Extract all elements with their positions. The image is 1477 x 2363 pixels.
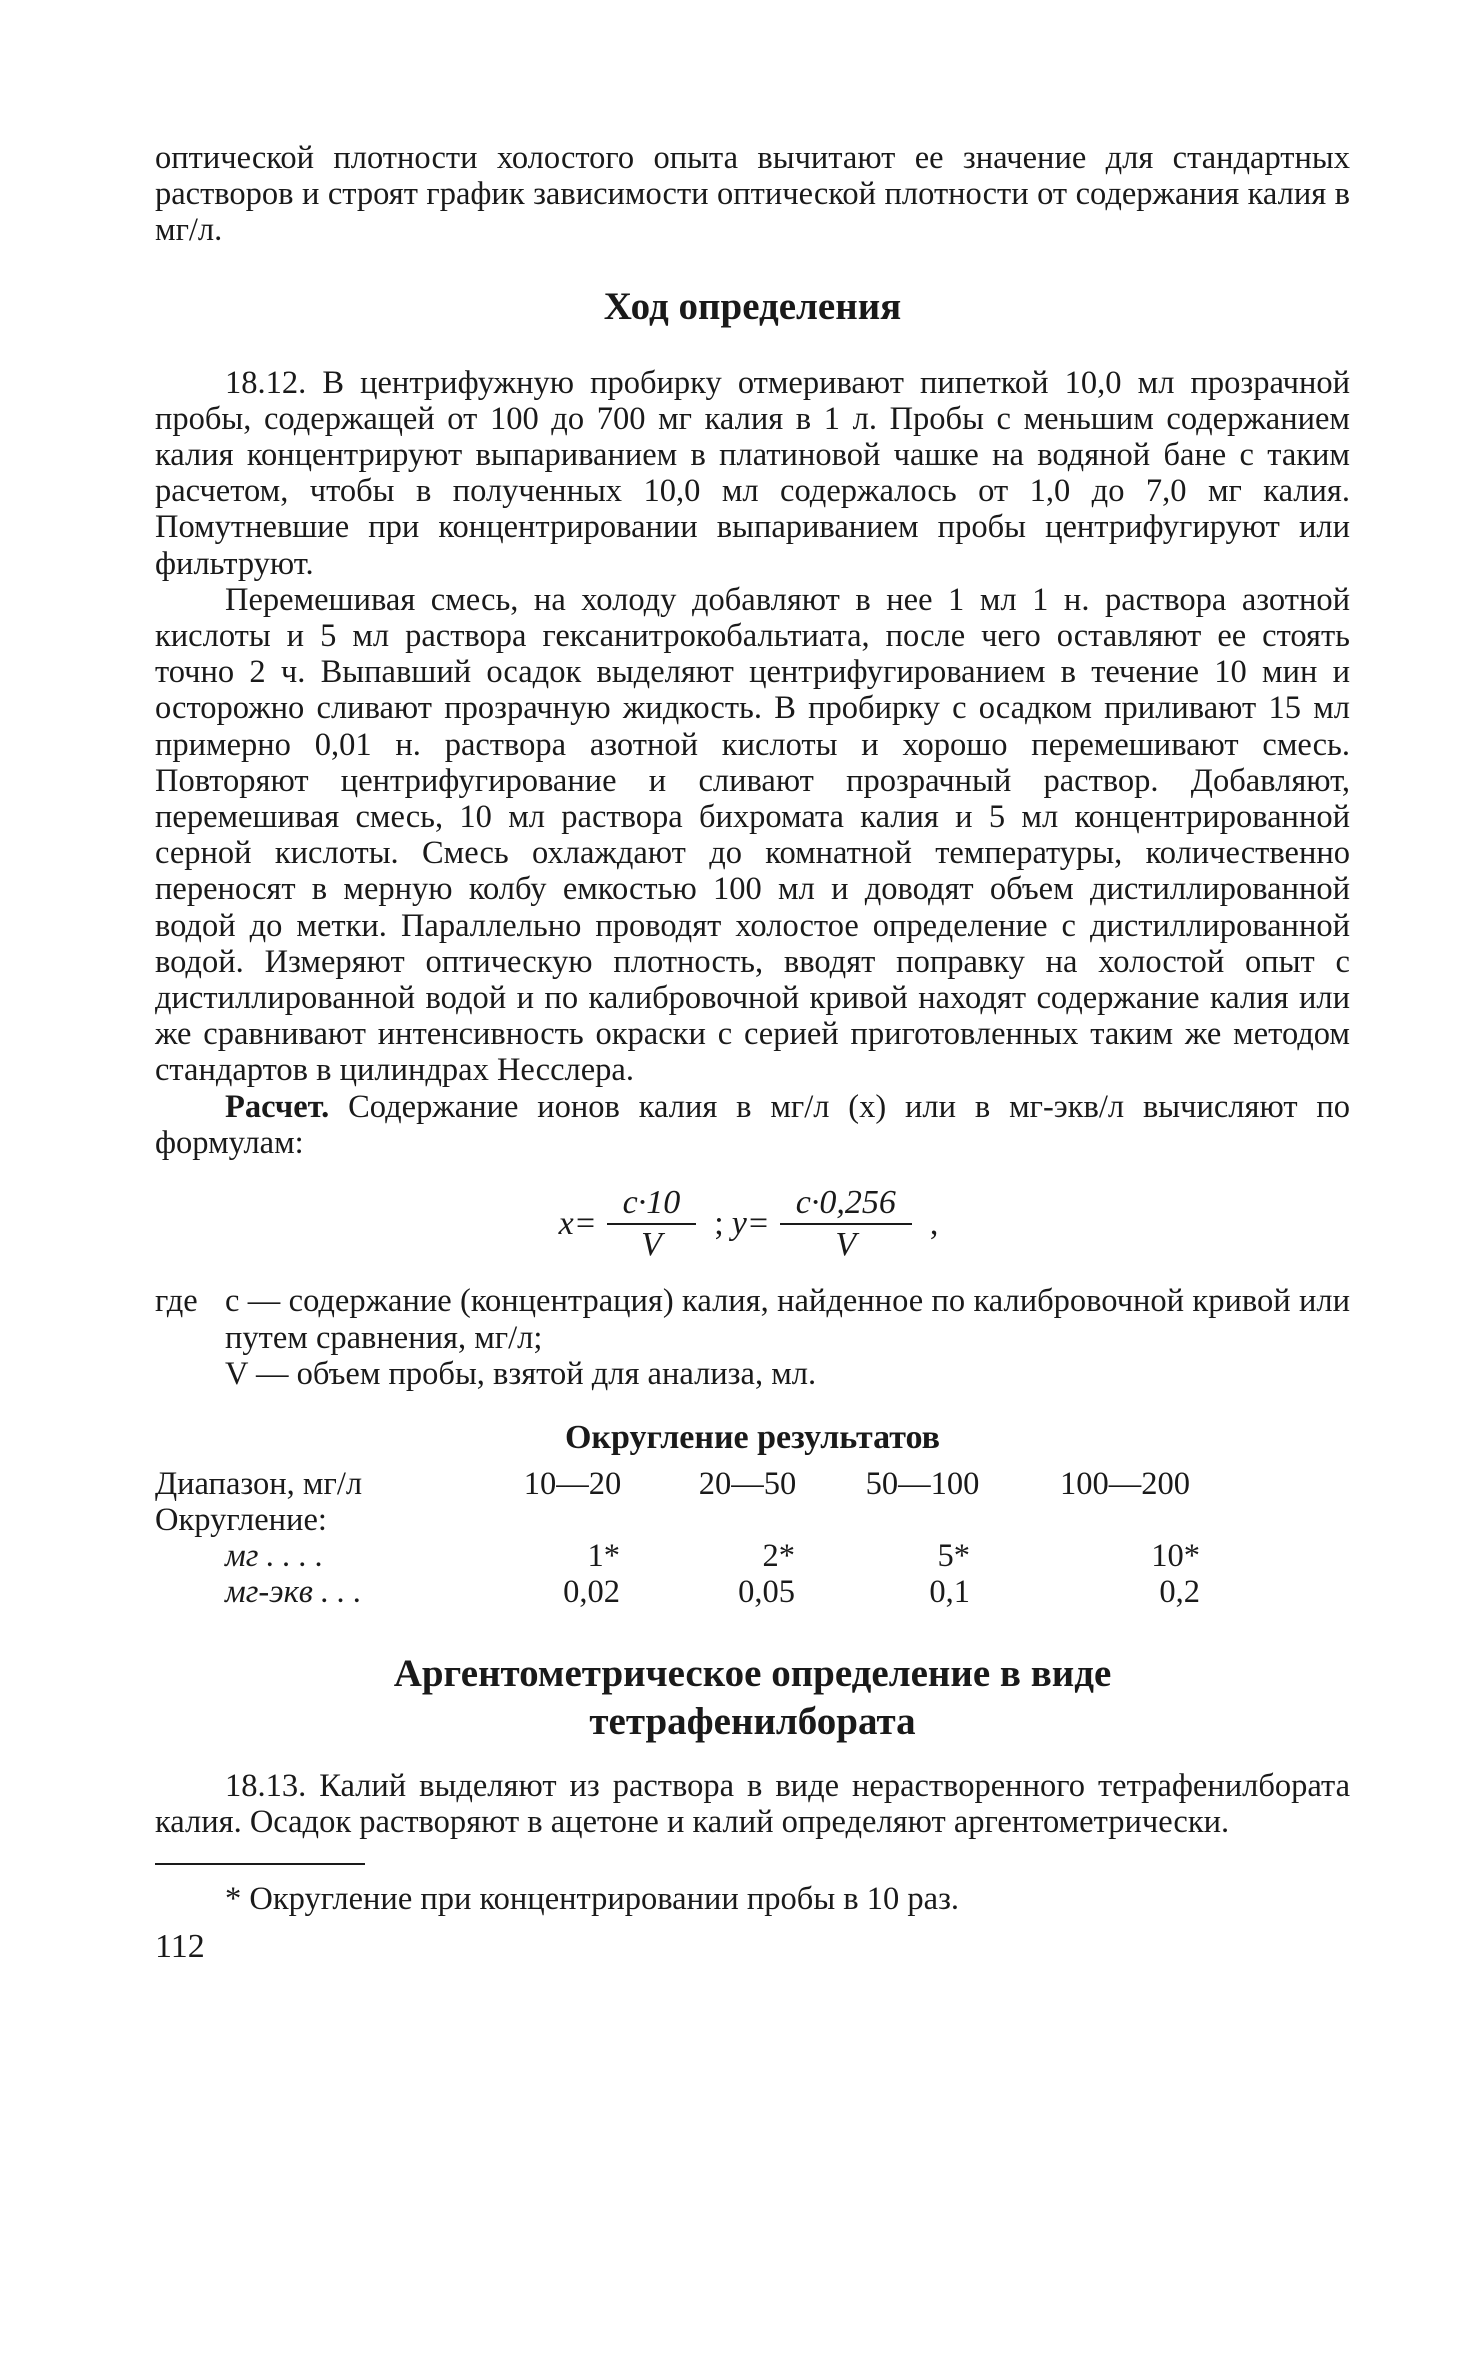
formula-separator: ; <box>714 1205 724 1243</box>
formula-x-fraction <box>607 1185 697 1263</box>
paragraph-18-12: 18.12. В центрифужную пробирку отмеривают пипеткой 10,0 мл прозрачной пробы, содержащей от 100 до 700 мг калия в 1 л. Пробы с меньшим содержанием калия концентрируют выпариванием в платиновой чашке на водяной бане с таким расчетом, чтобы в полученных 10,0 мл содержалось от 1,0 до 7,0 мг калия. Помутневшие при концентрировании выпариванием пробы центрифугируют или фильтруют. <box>155 364 1350 582</box>
formula-x-lhs: x= <box>558 1205 597 1243</box>
formula-x-numerator: c·10 <box>607 1185 697 1225</box>
mg-cell: 5* <box>937 1538 970 1575</box>
formula-block <box>155 1185 1350 1263</box>
formula-y-lhs: y= <box>731 1205 770 1243</box>
section-title-line-2: тетрафенилбората <box>589 1700 916 1744</box>
table-row <box>155 1502 1350 1538</box>
paragraph-mixing: Перемешивая смесь, на холоду добавляют в нее 1 мл 1 н. раствора азотной кислоты и 5 мл раствора гексанитрокобальтиата, после чего оставляют ее стоять точно 2 ч. Выпавший осадок выделяют центрифугированием в течение 10 мин и осторожно сливают прозрачную жидкость. В пробирку с осадком приливают 15 мл примерно 0,01 н. раствора азотной кислоты и хорошо перемешивают смесь. Повторяют центрифугирование и сливают прозрачный раствор. Добавляют, перемешивая смесь, 10 мл раствора бихромата калия и 5 мл концентрированной серной кислоты. Смесь охлаждают до комнатной температуры, количественно переносят в мерную колбу емкостью 100 мл и доводят объем дистиллированной водой до метки. Параллельно проводят холостое определение с дистиллированной водой. Измеряют оптическую плотность, вводят поправку на холостой опыт с дистиллированной водой и по калибровочной кривой находят содержание калия или же сравнивают интенсивность окраски с серией приготовленных таким же методом стандартов в цилиндрах Несслера. <box>155 581 1350 1089</box>
footnote: * Округление при концентрировании пробы в 10 раз. <box>225 1880 960 1917</box>
page-content <box>155 140 1350 1965</box>
range-cell: 100—200 <box>1060 1466 1190 1503</box>
rounding-title: Округление результатов <box>564 1419 940 1457</box>
range-cell: 10—20 <box>523 1466 622 1503</box>
section-title-procedure: Ход определения <box>603 284 902 328</box>
range-label: Диапазон, мг/л <box>155 1466 363 1503</box>
rounding-label: Округление: <box>155 1502 327 1539</box>
legend-where-label: где <box>155 1283 198 1320</box>
mgeq-label: мг-экв . . . <box>225 1574 362 1611</box>
range-cell: 20—50 <box>698 1466 797 1503</box>
range-cell: 50—100 <box>865 1466 980 1503</box>
mg-cell: 1* <box>587 1538 620 1575</box>
legend-c <box>155 1283 1350 1355</box>
section-title-line-1: Аргентометрическое определение в виде <box>393 1652 1112 1696</box>
footnote-rule <box>155 1863 365 1865</box>
rounding-table <box>155 1466 1350 1610</box>
legend-spacer <box>155 1356 225 1392</box>
page-number: 112 <box>155 1927 205 1965</box>
legend-v-text: V — объем пробы, взятой для анализа, мл. <box>225 1355 817 1392</box>
formula-y-denominator: V <box>835 1226 857 1264</box>
paragraph-18-13: 18.13. Калий выделяют из раствора в виде нерастворенного тетрафенилбората калия. Осадок растворяют в ацетоне и калий определяют аргентометрически. <box>155 1768 1350 1841</box>
section-title-argentometric <box>155 1650 1350 1746</box>
intro-paragraph: оптической плотности холостого опыта вычитают ее значение для стандартных растворов и строят график зависимости оптической плотности от содержания калия в мг/л. <box>155 140 1350 249</box>
formula-y-fraction <box>780 1185 912 1263</box>
table-row <box>155 1538 1350 1574</box>
mg-label: мг . . . . <box>225 1538 324 1575</box>
mgeq-cell: 0,2 <box>1159 1574 1200 1611</box>
formula-y-numerator: c·0,256 <box>780 1185 912 1225</box>
mgeq-cell: 0,02 <box>563 1574 620 1611</box>
mg-cell: 2* <box>762 1538 795 1575</box>
formula-end: , <box>929 1205 939 1243</box>
mgeq-cell: 0,05 <box>738 1574 795 1611</box>
formula-x-denominator: V <box>641 1226 662 1264</box>
calculation-text: Содержание ионов калия в мг/л (x) или в мг-экв/л вычисляют по формулам: <box>155 1088 1351 1161</box>
legend-v <box>155 1356 1350 1392</box>
table-row <box>155 1574 1350 1610</box>
calculation-label: Расчет. <box>225 1088 330 1125</box>
calculation-paragraph <box>155 1089 1350 1161</box>
table-row <box>155 1466 1350 1502</box>
mg-cell: 10* <box>1151 1538 1200 1575</box>
legend-c-text: c — содержание (концентрация) калия, найденное по калибровочной кривой или путем сравнения, мг/л; <box>225 1283 1350 1356</box>
mgeq-cell: 0,1 <box>929 1574 970 1611</box>
